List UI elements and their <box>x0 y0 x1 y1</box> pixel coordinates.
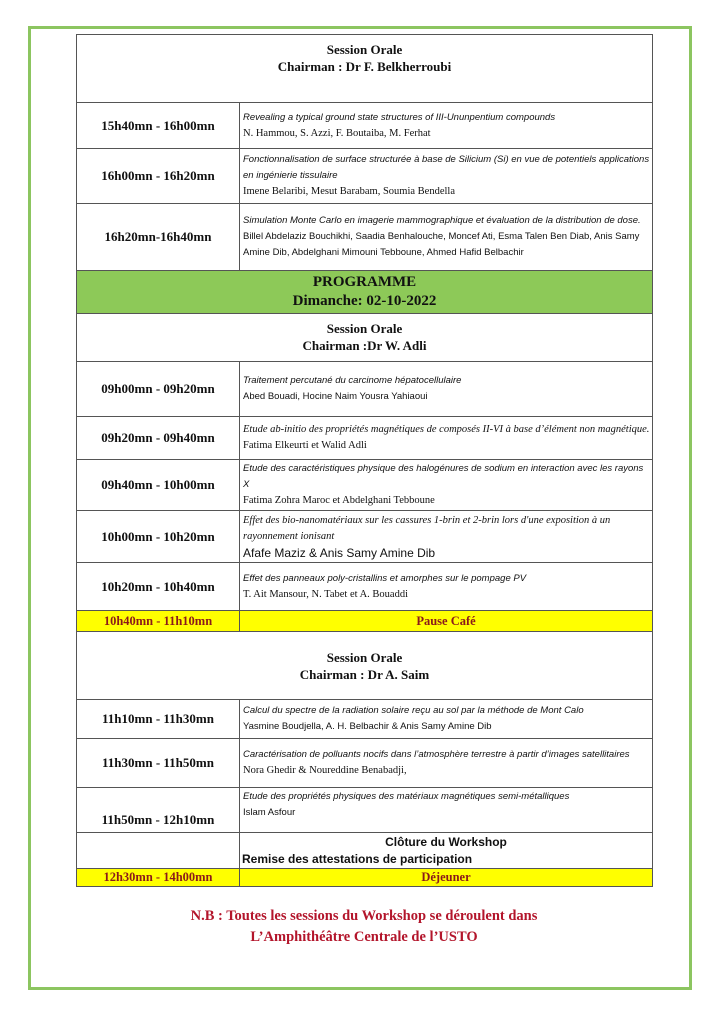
lunch-time: 12h30mn - 14h00mn <box>77 869 240 887</box>
talk-time: 11h10mn - 11h30mn <box>77 700 240 739</box>
venue-note-line-2: L’Amphithéâtre Centrale de l’USTO <box>250 929 478 945</box>
talk-time: 10h00mn - 10h20mn <box>77 511 240 563</box>
talk-title: Simulation Monte Carlo en imagerie mammographique et évaluation de la distribution de dose. <box>243 215 641 226</box>
talk-time: 10h20mn - 10h40mn <box>77 563 240 611</box>
talk-time: 09h00mn - 09h20mn <box>77 362 240 417</box>
session-chairman: Chairman : Dr F. Belkherroubi <box>277 59 452 74</box>
table-row <box>77 149 653 204</box>
session-header <box>77 35 653 103</box>
session-chairman: Chairman :Dr W. Adli <box>302 338 427 353</box>
session-chairman: Chairman : Dr A. Saim <box>299 666 430 682</box>
pause-label: Pause Café <box>240 611 653 632</box>
pause-time: 10h40mn - 11h10mn <box>77 611 240 632</box>
talk-cell <box>240 788 653 833</box>
table-row <box>77 204 653 271</box>
talk-cell <box>240 700 653 739</box>
schedule-table <box>76 34 653 887</box>
talk-authors: N. Hammou, S. Azzi, F. Boutaiba, M. Ferhat <box>243 127 431 139</box>
closing-cell <box>240 833 653 869</box>
session-header <box>77 632 653 700</box>
talk-cell <box>240 362 653 417</box>
talk-title: Caractérisation de polluants nocifs dans l’atmosphère terrestre à partir d’images satellitaires <box>243 749 630 760</box>
talk-cell <box>240 460 653 511</box>
venue-note-line-1: N.B : Toutes les sessions du Workshop se déroulent dans <box>190 908 538 924</box>
talk-time: 15h40mn - 16h00mn <box>77 103 240 149</box>
table-row <box>77 511 653 563</box>
talk-cell <box>240 739 653 788</box>
talk-authors: Islam Asfour <box>243 807 296 818</box>
closing-line-2: Remise des attestations de participation <box>242 851 473 866</box>
closing-row <box>77 833 653 869</box>
talk-title: Effet des bio-nanomatériaux sur les cassures 1-brin et 2-brin lors d'une exposition à un rayonnement ionisant <box>243 514 611 542</box>
talk-authors: Fatima Zohra Maroc et Abdelghani Tebboune <box>243 495 435 506</box>
lunch-row <box>77 869 653 887</box>
session-title: Session Orale <box>326 42 403 57</box>
pause-row <box>77 611 653 632</box>
talk-title: Etude ab-initio des propriétés magnétiques de composés II-VI à base d’élément non magnétique. <box>243 424 650 435</box>
closing-empty-cell <box>77 833 240 869</box>
talk-cell <box>240 511 653 563</box>
programme-date: Dimanche: 02-10-2022 <box>292 293 437 309</box>
talk-authors: Afafe Maziz & Anis Samy Amine Dib <box>243 545 436 560</box>
talk-title: Etude des propriétés physiques des matériaux magnétiques semi-métalliques <box>243 791 570 802</box>
talk-time: 11h30mn - 11h50mn <box>77 739 240 788</box>
table-row <box>77 417 653 460</box>
talk-time: 09h40mn - 10h00mn <box>77 460 240 511</box>
session-header <box>77 314 653 362</box>
talk-cell <box>240 149 653 204</box>
table-row <box>77 460 653 511</box>
talk-time: 16h00mn - 16h20mn <box>77 149 240 204</box>
talk-cell <box>240 417 653 460</box>
talk-authors: Yasmine Boudjella, A. H. Belbachir & Anis Samy Amine Dib <box>243 721 492 732</box>
talk-authors: Imene Belaribi, Mesut Barabam, Soumia Bendella <box>243 186 455 197</box>
session-title: Session Orale <box>326 649 403 665</box>
table-row <box>77 739 653 788</box>
talk-authors: Abed Bouadi, Hocine Naim Yousra Yahiaoui <box>243 391 428 402</box>
talk-time: 11h50mn - 12h10mn <box>77 788 240 833</box>
programme-heading: PROGRAMME <box>312 274 417 290</box>
talk-authors: Billel Abdelaziz Bouchikhi, Saadia Benhalouche, Moncef Ati, Esma Talen Ben Diab, Anis Samy Amine Dib, Abdelghani Mimouni Tebboune, Ahmed Hafid Belbachir <box>243 231 640 258</box>
session-title: Session Orale <box>326 321 403 336</box>
talk-title: Fonctionnalisation de surface structurée à base de Silicium (Si) en vue de potentiels applications en ingénierie tissulaire <box>243 154 650 181</box>
closing-line-1: Clôture du Workshop <box>385 834 507 849</box>
talk-cell <box>240 103 653 149</box>
talk-title: Revealing a typical ground state structures of III-Ununpentium compounds <box>243 111 556 123</box>
table-row <box>77 563 653 611</box>
talk-title: Traitement percutané du carcinome hépatocellulaire <box>243 375 462 386</box>
talk-title: Etude des caractéristiques physique des halogénures de sodium en interaction avec les rayons X <box>243 463 644 490</box>
talk-title: Effet des panneaux poly-cristallins et amorphes sur le pompage PV <box>243 572 527 584</box>
lunch-label: Déjeuner <box>240 869 653 887</box>
programme-band <box>77 271 653 314</box>
talk-time: 16h20mn-16h40mn <box>77 204 240 271</box>
table-row <box>77 103 653 149</box>
table-row <box>77 700 653 739</box>
talk-cell <box>240 204 653 271</box>
talk-cell <box>240 563 653 611</box>
talk-authors: T. Ait Mansour, N. Tabet et A. Bouaddi <box>243 588 408 600</box>
talk-time: 09h20mn - 09h40mn <box>77 417 240 460</box>
table-row <box>77 788 653 833</box>
talk-title: Calcul du spectre de la radiation solaire reçu au sol par la méthode de Mont Calo <box>243 705 584 716</box>
talk-authors: Nora Ghedir & Noureddine Benabadji, <box>243 765 407 776</box>
table-row <box>77 362 653 417</box>
talk-authors: Fatima Elkeurti et Walid Adli <box>243 440 367 451</box>
venue-note <box>76 906 652 948</box>
